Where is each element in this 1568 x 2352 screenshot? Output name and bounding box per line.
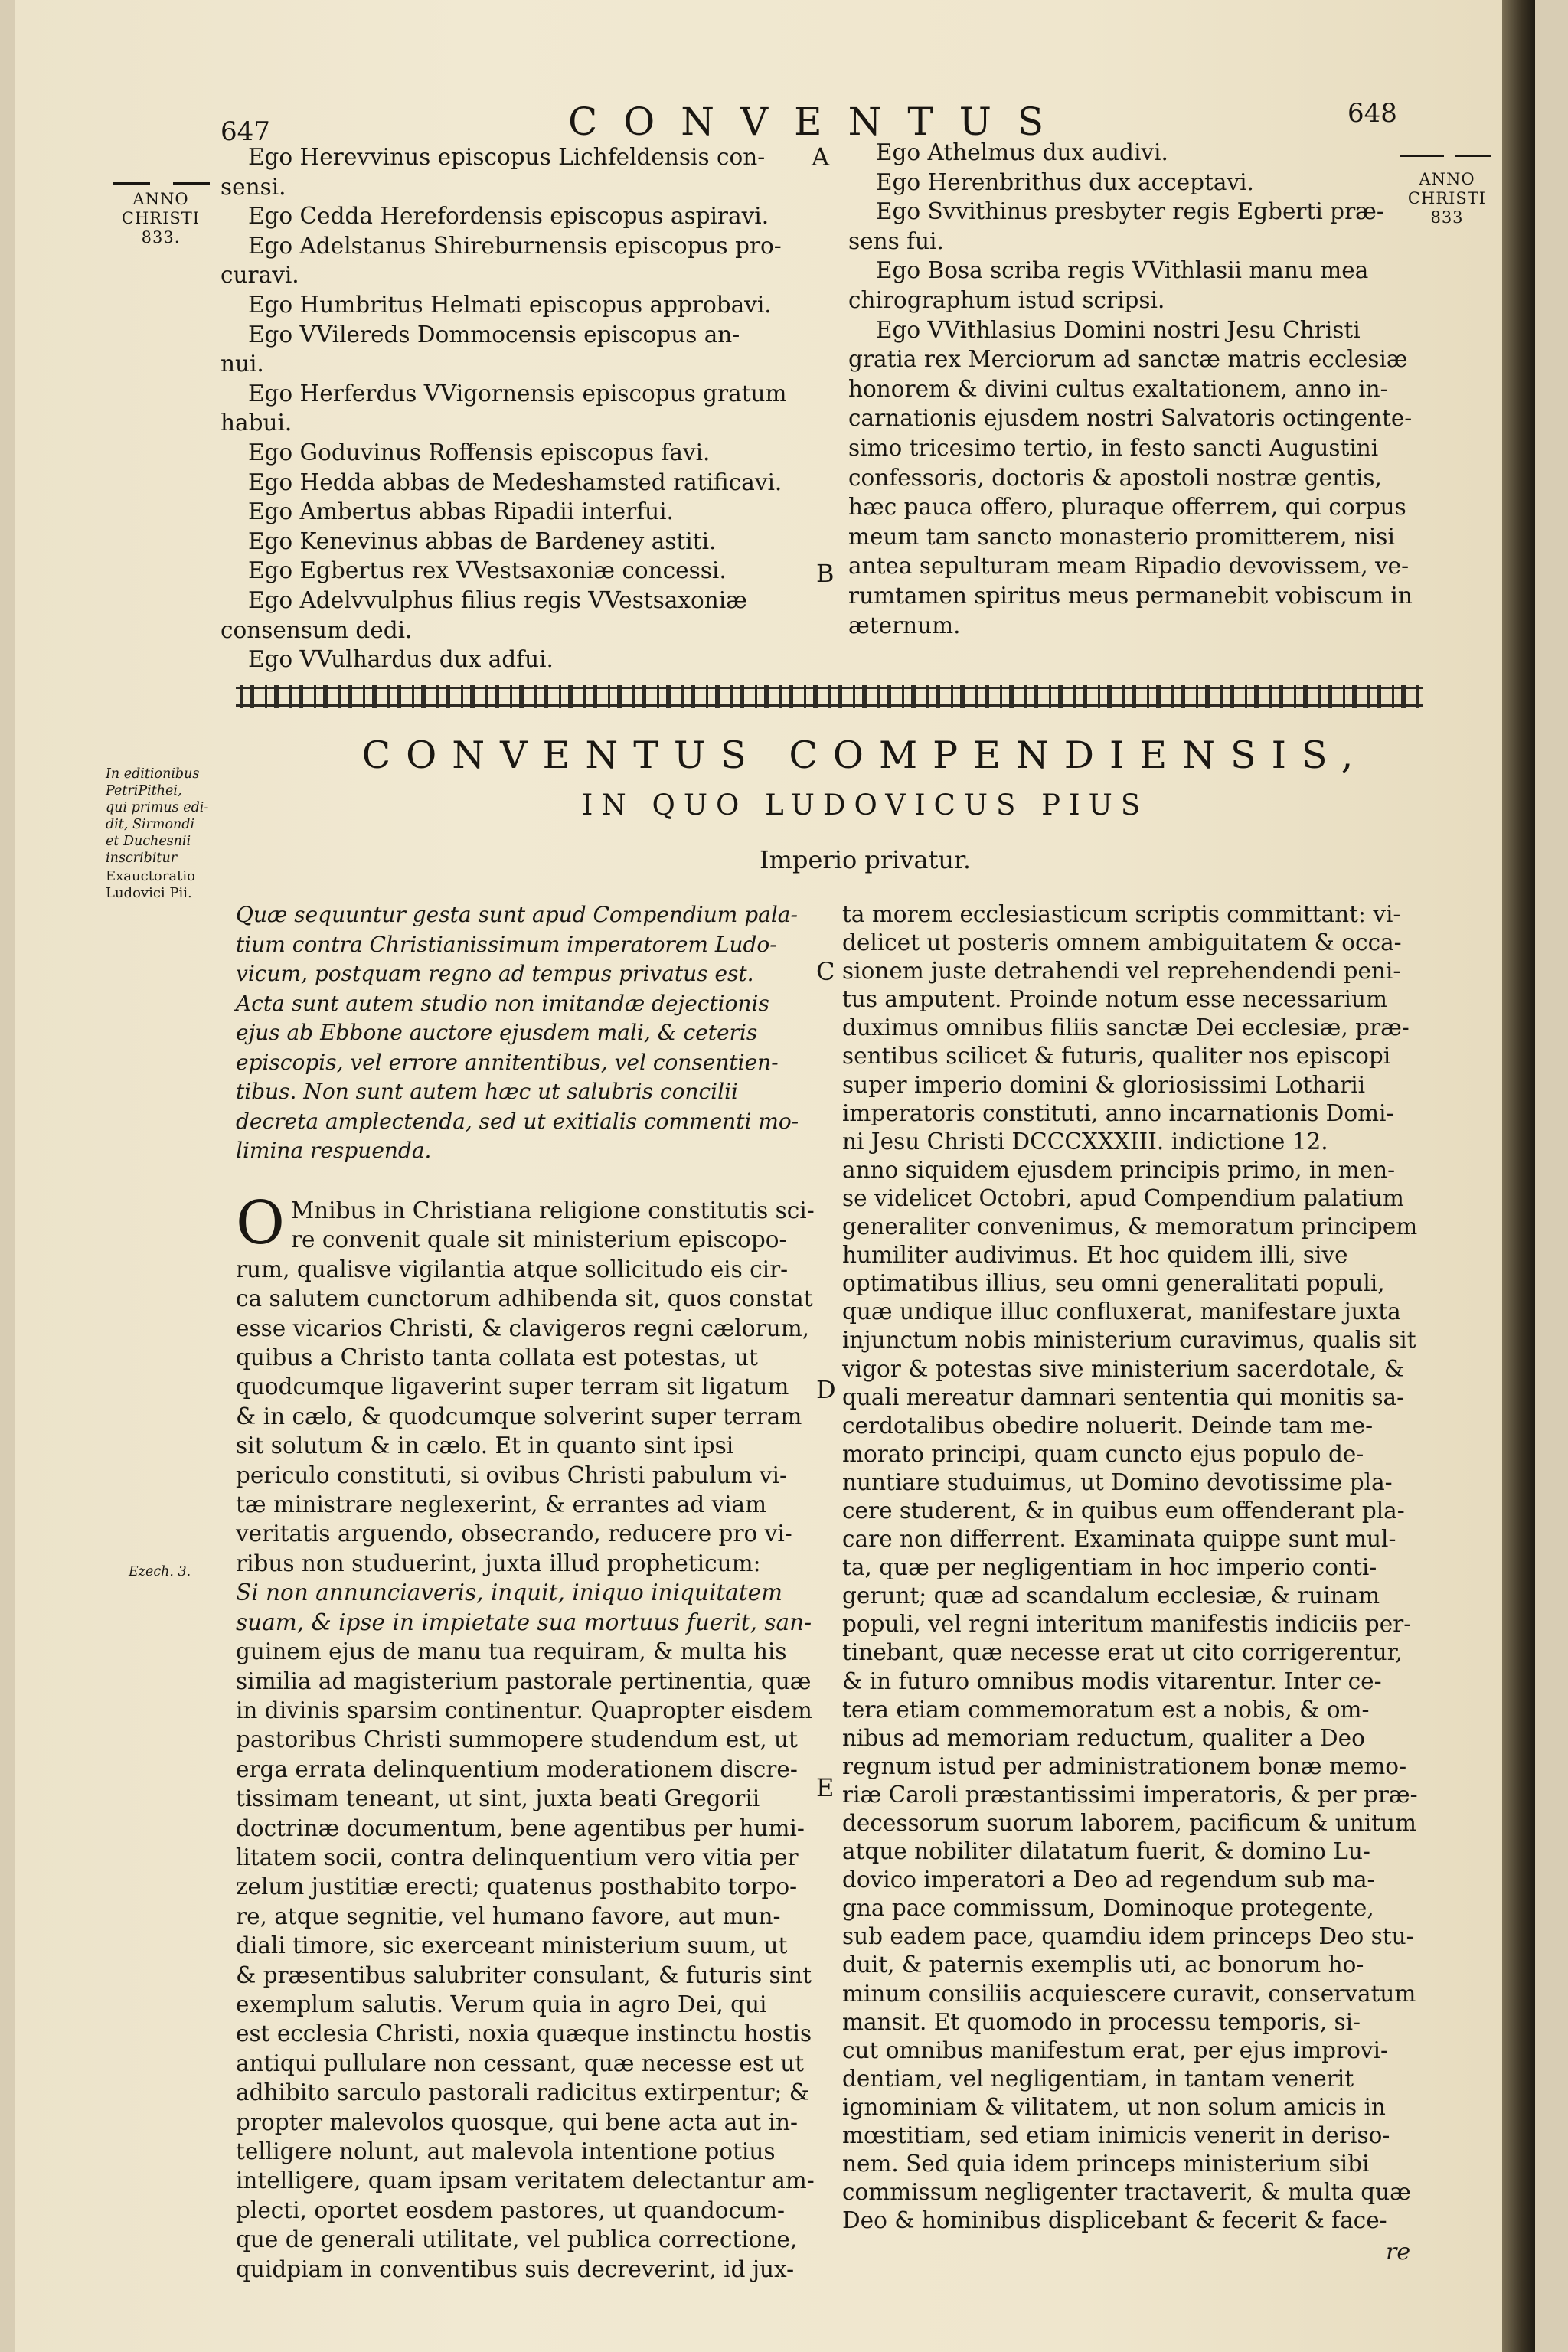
sidenote-line: dit, Sirmondi bbox=[106, 817, 195, 832]
signature-line: Ego Egbertus rex VVestsaxoniæ concessi. bbox=[248, 557, 727, 584]
body-line: mansit. Et quomodo in processu temporis, si- bbox=[842, 2008, 1361, 2035]
body-line: sub eadem pace, quamdiu idem princeps Deo stu- bbox=[842, 1923, 1414, 1950]
body-line: tus amputent. Proinde notum esse necessarium bbox=[842, 986, 1387, 1013]
body-line: cerdotalibus obedire noluerit. Deinde tam me- bbox=[842, 1412, 1374, 1439]
section-letter-d: D bbox=[816, 1375, 836, 1404]
signature-line: Ego VVilereds Dommocensis episcopus an- bbox=[248, 321, 740, 348]
body-line: periculo constituti, si ovibus Christi pabulum vi- bbox=[236, 1462, 787, 1488]
signature-line: Ego VVulhardus dux adfui. bbox=[248, 646, 554, 673]
signature-line: sens fui. bbox=[848, 227, 944, 254]
body-line: regnum istud per administrationem bonæ memo- bbox=[842, 1753, 1407, 1779]
ornamental-rule bbox=[236, 685, 1423, 708]
signatures-right-column bbox=[848, 138, 1423, 640]
intro-line: Acta sunt autem studio non imitandæ dejectionis bbox=[236, 990, 769, 1016]
body-line: dentiam, vel negligentiam, in tantam venerit bbox=[842, 2065, 1354, 2092]
body-line: antiqui pullulare non cessant, quæ necesse est ut bbox=[236, 2050, 805, 2076]
body-line: quibus a Christo tanta collata est potestas, ut bbox=[236, 1344, 758, 1371]
body-line: zelum justitiæ erecti; quatenus posthabito torpo- bbox=[236, 1873, 798, 1900]
body-line: care non differrent. Examinata quippe sunt mul- bbox=[842, 1526, 1396, 1553]
body-line: mœstitiam, sed etiam inimicis venerit in deriso- bbox=[842, 2122, 1390, 2149]
body-line: que de generali utilitate, vel publica correctione, bbox=[236, 2226, 798, 2253]
body-line: intelligere, quam ipsam veritatem delectantur am- bbox=[236, 2167, 815, 2194]
body-line: quidpiam in conventibus suis decreverint, id jux- bbox=[236, 2256, 795, 2282]
body-line: re convenit quale sit ministerium episcopo- bbox=[290, 1227, 787, 1253]
signature-line: Ego Herenbrithus dux acceptavi. bbox=[876, 168, 1254, 195]
signature-line: Ego Svvithinus presbyter regis Egberti præ- bbox=[876, 198, 1384, 225]
body-line: tæ ministrare neglexerint, & errantes ad viam bbox=[236, 1491, 767, 1518]
charter-line: confessoris, doctoris & apostoli nostræ gentis, bbox=[848, 464, 1382, 491]
body-line: & in futuro omnibus modis vitarentur. Inter ce- bbox=[842, 1668, 1382, 1694]
body-line: & in cælo, & quodcumque solverint super terram bbox=[236, 1403, 802, 1429]
sidenote-line: In editionibus bbox=[106, 766, 200, 782]
body-line: est ecclesia Christi, noxia quæque instinctu hostis bbox=[236, 2020, 812, 2047]
year-label-left: 833. bbox=[141, 228, 181, 247]
sidenote-line: et Duchesnii bbox=[106, 834, 191, 849]
body-line: nibus ad memoriam reductum, qualiter a Deo bbox=[842, 1724, 1365, 1751]
page-number-right: 648 bbox=[1348, 98, 1397, 129]
body-line: sentibus scilicet & futuris, qualiter nos episcopi bbox=[842, 1043, 1391, 1070]
body-line: quodcumque ligaverint super terram sit ligatum bbox=[236, 1374, 789, 1400]
body-line: diali timore, sic exerceant ministerium suum, ut bbox=[236, 1932, 788, 1959]
charter-line: Ego VVithlasius Domini nostri Jesu Christi bbox=[876, 316, 1361, 343]
body-line: decessorum suorum laborem, pacificum & unitum bbox=[842, 1810, 1416, 1836]
signature-line: Ego Cedda Herefordensis episcopus aspiravi. bbox=[248, 203, 769, 230]
signature-line: Ego Adelstanus Shireburnensis episcopus pro- bbox=[248, 232, 782, 259]
body-line: commissum negligenter tractaverit, & multa quæ bbox=[842, 2179, 1411, 2206]
running-title: CONVENTUS bbox=[568, 100, 1070, 144]
body-line: injunctum nobis ministerium curavimus, qualis sit bbox=[842, 1327, 1416, 1354]
sidenote-line: PetriPithei, bbox=[106, 783, 182, 799]
body-line: Si non annunciaveris, inquit, iniquo iniquitatem bbox=[236, 1579, 783, 1606]
body-left-column bbox=[236, 1189, 818, 2284]
signature-line: sensi. bbox=[220, 173, 286, 200]
anno-label-right: ANNO bbox=[1419, 170, 1475, 188]
sidenote-line: qui primus edi- bbox=[106, 800, 209, 815]
body-line: ca salutem cunctorum adhibenda sit, quos constat bbox=[236, 1285, 813, 1312]
intro-italic-paragraph bbox=[236, 900, 818, 1166]
signature-line: Ego Herevvinus episcopus Lichfeldensis con- bbox=[248, 144, 766, 170]
signature-line: Ego Athelmus dux audivi. bbox=[876, 139, 1168, 165]
signature-line: nui. bbox=[220, 351, 264, 377]
body-line: vigor & potestas sive ministerium sacerdotale, & bbox=[842, 1355, 1404, 1382]
body-line: similia ad magisterium pastorale pertinentia, quæ bbox=[236, 1668, 812, 1694]
body-line: quali mereatur damnari sententia qui monitis sa- bbox=[842, 1383, 1405, 1410]
body-line: doctrinæ documentum, bene agentibus per humi- bbox=[236, 1815, 805, 1841]
body-line: ignominiam & vilitatem, ut non solum amicis in bbox=[842, 2093, 1386, 2120]
body-line: adhibito sarculo pastorali radicitus extirpentur; & bbox=[236, 2079, 809, 2106]
charter-line: meum tam sancto monasterio promitterem, nisi bbox=[848, 523, 1395, 550]
intro-line: tium contra Christianissimum imperatorem Ludo- bbox=[236, 931, 777, 957]
body-line: Mnibus in Christiana religione constitutis sci- bbox=[290, 1197, 815, 1223]
intro-line: decreta amplectenda, sed ut exitialis commenti mo- bbox=[236, 1108, 799, 1134]
body-line: telligere nolunt, aut malevola intentione potius bbox=[236, 2138, 776, 2164]
section-subheading-2: Imperio privatur. bbox=[760, 845, 971, 874]
signature-line: Ego Kenevinus abbas de Bardeney astiti. bbox=[248, 528, 717, 554]
sidenote-editions bbox=[106, 766, 220, 867]
body-line: in divinis sparsim continentur. Quapropter eisdem bbox=[236, 1697, 812, 1723]
body-line: cere studerent, & in quibus eum offenderant pla- bbox=[842, 1497, 1405, 1524]
body-line: tinebant, quæ necesse erat ut cito corrigerentur, bbox=[842, 1639, 1403, 1666]
body-line: veritatis arguendo, obsecrando, reducere pro vi- bbox=[236, 1521, 792, 1547]
sidenote-ezech: Ezech. 3. bbox=[129, 1564, 191, 1579]
signature-line: chirographum istud scripsi. bbox=[848, 286, 1165, 313]
intro-line: episcopis, vel errore annitentibus, vel consentien- bbox=[236, 1049, 779, 1075]
body-right-column bbox=[842, 900, 1432, 2235]
intro-line: Quæ sequuntur gesta sunt apud Compendium pala- bbox=[236, 902, 798, 927]
body-line: duit, & paternis exemplis uti, ac bonorum ho- bbox=[842, 1952, 1364, 1978]
section-subheading: IN QUO LUDOVICUS PIUS bbox=[581, 789, 1149, 822]
signature-line: consensum dedi. bbox=[220, 616, 413, 643]
body-line: re, atque segnitie, vel humano favore, aut mun- bbox=[236, 1903, 781, 1929]
body-line: ribus non studuerint, juxta illud propheticum: bbox=[236, 1550, 761, 1576]
body-line: dovico imperatori a Deo ad regendum sub ma- bbox=[842, 1867, 1375, 1893]
charter-line: gratia rex Merciorum ad sanctæ matris ecclesiæ bbox=[848, 346, 1408, 373]
body-line: humiliter audivimus. Et hoc quidem illi, sive bbox=[842, 1242, 1348, 1269]
anno-label-left: ANNO bbox=[132, 190, 189, 208]
body-line: optimatibus illius, seu omni generalitati populi, bbox=[842, 1270, 1385, 1297]
signature-line: Ego Adelvvulphus filius regis VVestsaxoniæ bbox=[248, 586, 747, 613]
signature-line: Ego Bosa scriba regis VVithlasii manu mea bbox=[876, 257, 1369, 284]
margin-year-left bbox=[121, 190, 201, 247]
margin-dash-left-2 bbox=[173, 182, 210, 185]
body-line: gna pace commissum, Dominoque protegente, bbox=[842, 1895, 1374, 1922]
section-letter-c: C bbox=[816, 957, 835, 986]
body-line: sionem juste detrahendi vel reprehendendi peni- bbox=[842, 958, 1401, 985]
signature-line: Ego Humbritus Helmati episcopus approbavi. bbox=[248, 291, 772, 318]
charter-line: rumtamen spiritus meus permanebit vobiscum in bbox=[848, 582, 1413, 609]
body-line: atque nobiliter dilatatum fuerit, & domino Lu- bbox=[842, 1838, 1370, 1865]
body-line: ta, quæ per negligentiam in hoc imperio conti- bbox=[842, 1554, 1377, 1581]
body-line: generaliter convenimus, & memoratum principem bbox=[842, 1214, 1418, 1240]
body-line: super imperio domini & gloriosissimi Lotharii bbox=[842, 1071, 1366, 1098]
margin-dash-right-2 bbox=[1455, 155, 1491, 157]
catchword: re bbox=[1386, 2239, 1411, 2265]
body-line: tera etiam commemoratum est a nobis, & om- bbox=[842, 1696, 1370, 1723]
intro-line: vicum, postquam regno ad tempus privatus est. bbox=[236, 961, 754, 986]
signatures-left-column bbox=[220, 142, 833, 675]
section-letter-b: B bbox=[816, 559, 835, 588]
page-edge-shadow bbox=[1502, 0, 1535, 2352]
body-line: suam, & ipse in impietate sua mortuus fuerit, san- bbox=[236, 1609, 812, 1635]
body-line: se videlicet Octobri, apud Compendium palatium bbox=[842, 1184, 1404, 1211]
body-line: ni Jesu Christi DCCCXXXIII. indictione 12. bbox=[842, 1128, 1328, 1155]
body-line: delicet ut posteris omnem ambiguitatem & occa- bbox=[842, 929, 1402, 956]
body-line: nuntiare studuimus, ut Domino devotissime pla- bbox=[842, 1468, 1393, 1495]
charter-line: simo tricesimo tertio, in festo sancti Augustini bbox=[848, 434, 1379, 461]
drop-cap: O bbox=[236, 1189, 285, 1258]
sidenote-line: Exauctoratio bbox=[106, 868, 195, 884]
charter-line: æternum. bbox=[848, 612, 961, 639]
body-line: duximus omnibus filiis sanctæ Dei ecclesiæ, præ- bbox=[842, 1014, 1410, 1041]
year-label-right: 833 bbox=[1430, 208, 1464, 227]
signature-line: Ego Herferdus VVigornensis episcopus gratum bbox=[248, 380, 787, 407]
section-letter-a: A bbox=[812, 142, 830, 172]
body-line: Deo & hominibus displicebant & fecerit & face- bbox=[842, 2207, 1387, 2234]
body-line: litatem socii, contra delinquentium vero vitia per bbox=[236, 1844, 799, 1870]
intro-line: limina respuenda. bbox=[236, 1138, 432, 1163]
signature-line: habui. bbox=[220, 410, 292, 436]
signature-line: curavi. bbox=[220, 262, 299, 289]
body-line: minum consiliis acquiescere curavit, conservatum bbox=[842, 1980, 1416, 2007]
margin-dash-left-1 bbox=[113, 182, 150, 185]
body-line: populi, vel regni interitum manifestis indiciis per- bbox=[842, 1611, 1412, 1638]
body-line: anno siquidem ejusdem principis primo, in men- bbox=[842, 1156, 1396, 1183]
christi-label-left: CHRISTI bbox=[121, 209, 201, 227]
body-line: esse vicarios Christi, & clavigeros regni cælorum, bbox=[236, 1315, 810, 1341]
body-line: guinem ejus de manu tua requiram, & multa his bbox=[236, 1638, 787, 1665]
charter-line: carnationis ejusdem nostri Salvatoris octingente- bbox=[848, 405, 1413, 432]
body-line: morato principi, quam cuncto ejus populo de- bbox=[842, 1440, 1364, 1467]
signature-line: Ego Ambertus abbas Ripadii interfui. bbox=[248, 498, 674, 525]
signature-line: Ego Goduvinus Roffensis episcopus favi. bbox=[248, 439, 710, 466]
intro-line: ejus ab Ebbone auctore ejusdem mali, & ceteris bbox=[236, 1020, 758, 1045]
charter-line: antea sepulturam meam Ripadio devovissem, ve- bbox=[848, 553, 1410, 580]
body-line: cut omnibus manifestum erat, per ejus improvi- bbox=[842, 2037, 1388, 2063]
sidenote-line: inscribitur bbox=[106, 851, 178, 866]
charter-line: honorem & divini cultus exaltationem, anno in- bbox=[848, 375, 1388, 402]
body-line: gerunt; quæ ad scandalum ecclesiæ, & ruinam bbox=[842, 1583, 1380, 1609]
page-number-left: 647 bbox=[220, 116, 270, 147]
body-line: pastoribus Christi summopere studendum est, ut bbox=[236, 1726, 798, 1753]
body-line: propter malevolos quosque, qui bene acta aut in- bbox=[236, 2109, 798, 2135]
body-line: exemplum salutis. Verum quia in agro Dei, qui bbox=[236, 1991, 767, 2017]
body-line: nem. Sed quia idem princeps ministerium sibi bbox=[842, 2151, 1370, 2177]
book-page bbox=[15, 0, 1535, 2352]
body-line: & præsentibus salubriter consulant, & futuris sint bbox=[236, 1962, 812, 1988]
sidenote-title bbox=[106, 868, 195, 902]
body-line: rum, qualisve vigilantia atque sollicitudo eis cir- bbox=[236, 1256, 789, 1282]
body-line: ta morem ecclesiasticum scriptis committant: vi- bbox=[842, 901, 1401, 927]
sidenote-line: Ludovici Pii. bbox=[106, 885, 192, 901]
intro-line: tibus. Non sunt autem hæc ut salubris concilii bbox=[236, 1079, 738, 1104]
charter-line: hæc pauca offero, pluraque offerrem, qui corpus bbox=[848, 494, 1406, 521]
body-line: tissimam teneant, ut sint, juxta beati Gregorii bbox=[236, 1785, 760, 1812]
body-line: sit solutum & in cælo. Et in quanto sint ipsi bbox=[236, 1432, 734, 1459]
section-heading: CONVENTUS COMPENDIENSIS, bbox=[361, 733, 1369, 777]
body-line: imperatoris constituti, anno incarnationis Domi- bbox=[842, 1099, 1394, 1126]
body-line: erga errata delinquentium moderationem discre- bbox=[236, 1756, 798, 1782]
section-letter-e: E bbox=[816, 1773, 835, 1802]
signature-line: Ego Hedda abbas de Medeshamsted ratificavi. bbox=[248, 469, 782, 495]
body-line: riæ Caroli præstantissimi imperatoris, & per præ- bbox=[842, 1781, 1418, 1808]
christi-label-right: CHRISTI bbox=[1407, 189, 1487, 207]
body-line: quæ undique illuc confluxerat, manifestare juxta bbox=[842, 1298, 1401, 1325]
body-line: plecti, oportet eosdem pastores, ut quandocum- bbox=[236, 2197, 785, 2223]
